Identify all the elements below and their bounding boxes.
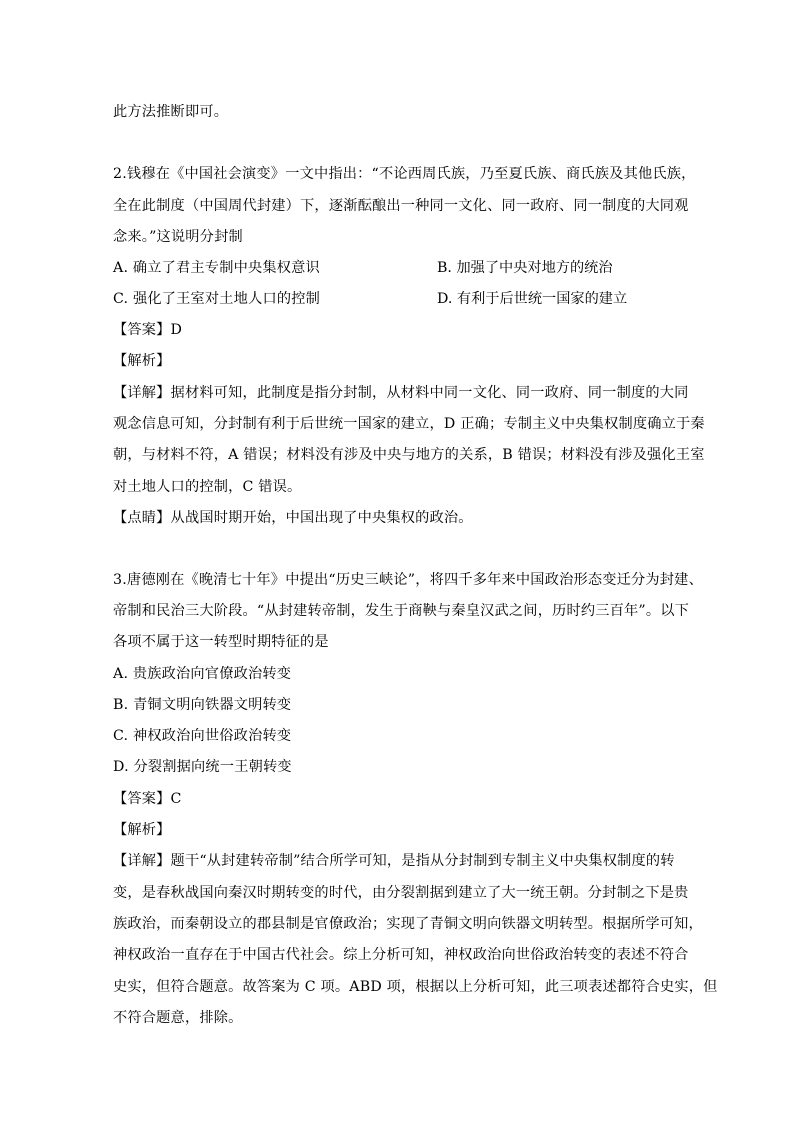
q3-detail-line-6: 不符合题意，排除。 bbox=[113, 1010, 243, 1026]
q2-option-a: A. 确立了君主专制中央集权意识 bbox=[113, 260, 320, 276]
q2-stem-line-3: 念来。”这说明分封制 bbox=[113, 229, 243, 245]
q2-stem-line-1: 2.钱穆在《中国社会演变》一文中指出：“不论西周氏族，乃至夏氏族、商氏族及其他氏族， bbox=[113, 166, 696, 182]
q2-option-c: C. 强化了王室对土地人口的控制 bbox=[113, 291, 321, 307]
q3-option-d: D. 分裂割据向统一王朝转变 bbox=[113, 759, 292, 775]
q3-option-b: B. 青铜文明向铁器文明转变 bbox=[113, 697, 292, 713]
q2-note: 【点睛】从战国时期开始，中国出现了中央集权的政治。 bbox=[113, 510, 473, 526]
q3-detail-line-5: 史实，但符合题意。故答案为 C 项。ABD 项，根据以上分析可知，此三项表述都符合史实，但 bbox=[113, 979, 718, 995]
q2-stem-line-2: 全在此制度（中国周代封建）下，逐渐酝酿出一种同一文化、同一政府、同一制度的大同观 bbox=[113, 198, 689, 214]
q3-detail-line-3: 族政治，而秦朝设立的郡县制是官僚政治；实现了青铜文明向铁器文明转型。根据所学可知， bbox=[113, 916, 703, 932]
q3-option-a: A. 贵族政治向官僚政治转变 bbox=[113, 666, 292, 682]
q3-stem-line-2: 帝制和民治三大阶段。“从封建转帝制，发生于商鞅与秦皇汉武之间，历时约三百年”。以下 bbox=[113, 603, 690, 619]
q3-stem-line-1: 3.唐德刚在《晚清七十年》中提出“历史三峡论”，将四千多年来中国政治形态变迁分为封建、 bbox=[113, 572, 703, 588]
q2-answer: 【答案】D bbox=[113, 322, 183, 338]
q3-answer: 【答案】C bbox=[113, 791, 182, 807]
q3-analysis-heading: 【解析】 bbox=[113, 822, 171, 838]
q3-detail-line-1: 【详解】题干“从封建转帝制”结合所学可知，是指从分封制到专制主义中央集权制度的转 bbox=[113, 853, 675, 869]
q3-option-c: C. 神权政治向世俗政治转变 bbox=[113, 728, 292, 744]
q3-stem-line-3: 各项不属于这一转型时期特征的是 bbox=[113, 634, 329, 650]
q2-option-d: D. 有利于后世统一国家的建立 bbox=[437, 291, 628, 307]
q3-detail-line-4: 神权政治一直存在于中国古代社会。综上分析可知，神权政治向世俗政治转变的表述不符合 bbox=[113, 947, 689, 963]
q2-option-b: B. 加强了中央对地方的统治 bbox=[437, 260, 613, 276]
q2-detail-line-1: 【详解】据材料可知，此制度是指分封制，从材料中同一文化、同一政府、同一制度的大同 bbox=[113, 385, 689, 401]
q2-detail-line-3: 朝，与材料不符，A 错误；材料没有涉及中央与地方的关系，B 错误；材料没有涉及强化王室 bbox=[113, 447, 705, 463]
q2-detail-line-2: 观念信息可知，分封制有利于后世统一国家的建立，D 正确；专制主义中央集权制度确立于秦 bbox=[113, 416, 705, 432]
intro-text: 此方法推断即可。 bbox=[113, 104, 229, 120]
q2-detail-line-4: 对土地人口的控制，C 错误。 bbox=[113, 479, 302, 495]
q3-detail-line-2: 变，是春秋战国向秦汉时期转变的时代，由分裂割据到建立了大一统王朝。分封制之下是贵 bbox=[113, 885, 689, 901]
q2-analysis-heading: 【解析】 bbox=[113, 353, 171, 369]
